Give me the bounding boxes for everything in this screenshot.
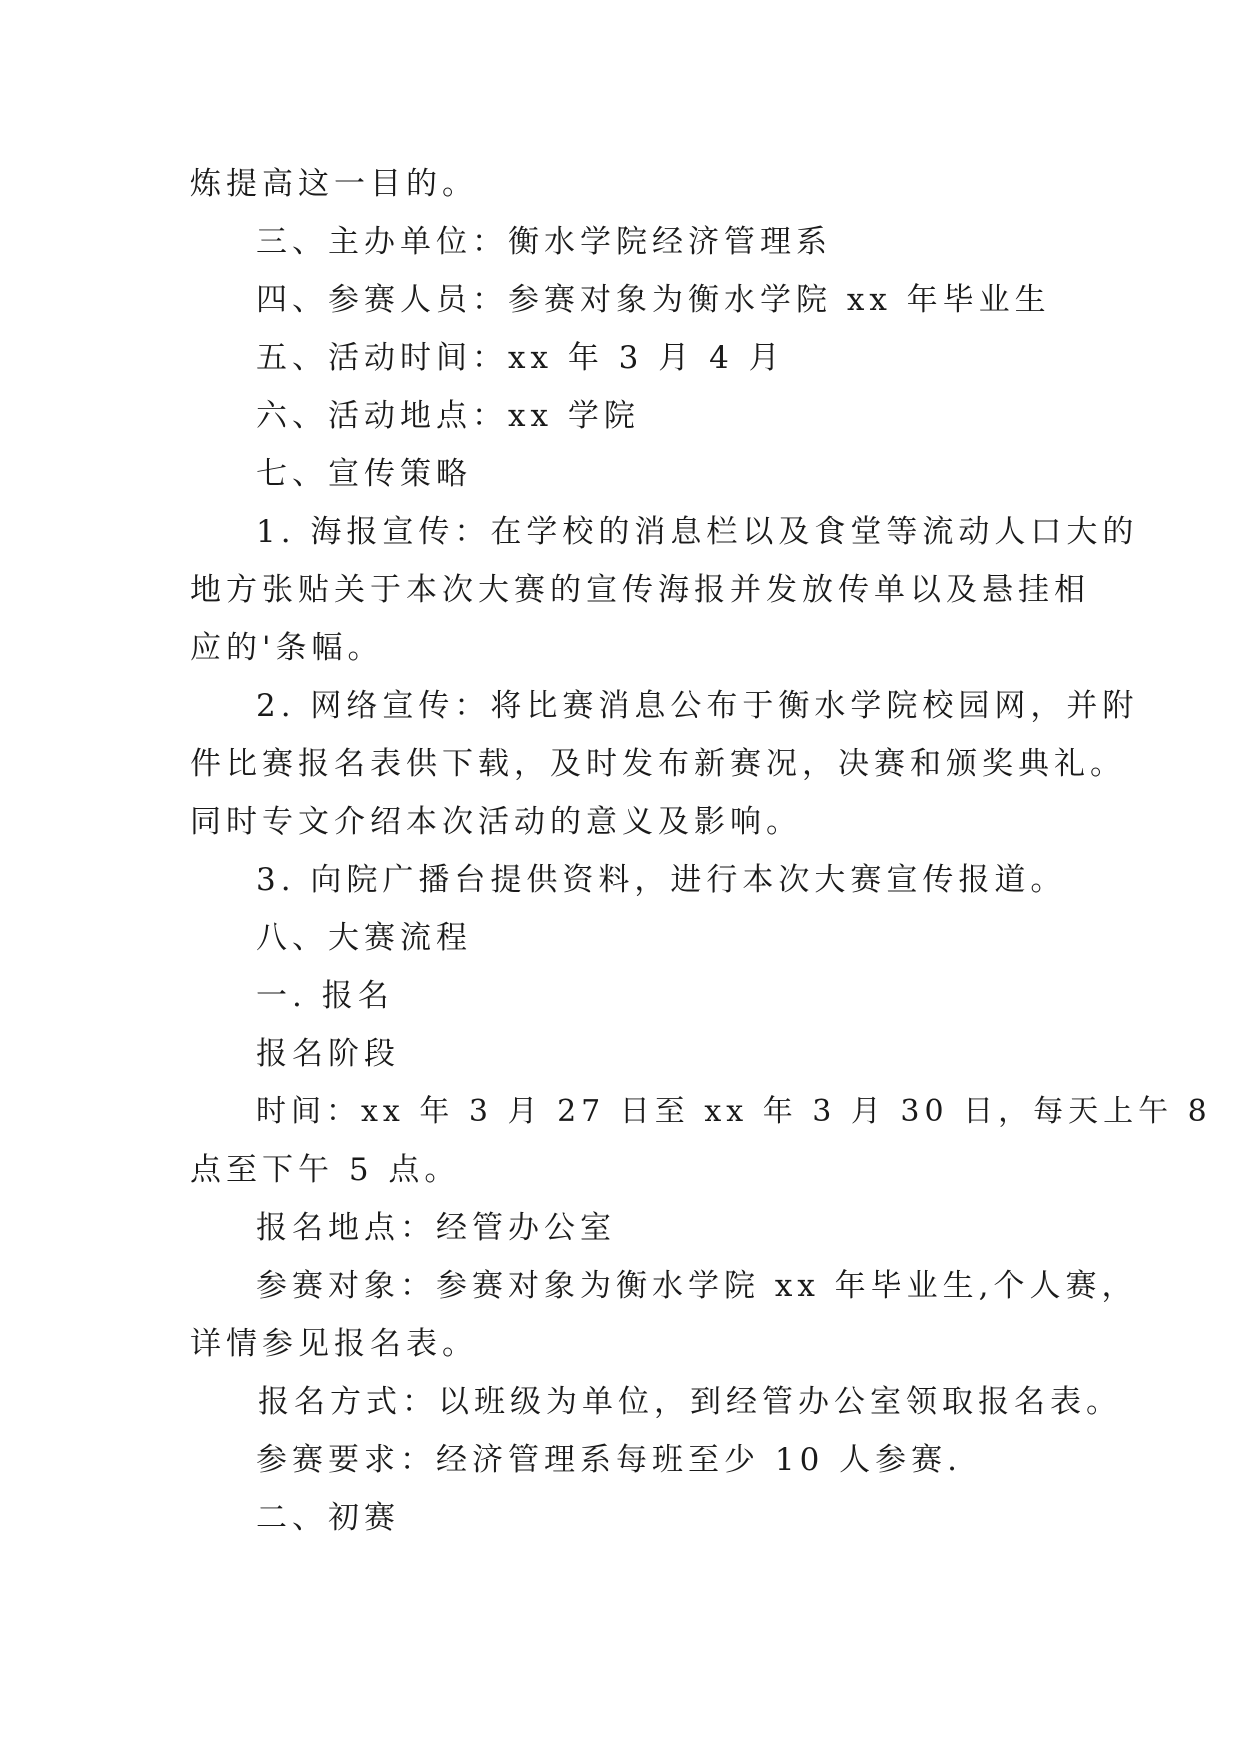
text-line: 五、活动时间：xx 年 3 月 4 月 (256, 340, 785, 376)
text-line: 七、宣传策略 (256, 456, 472, 492)
text-line: 1. 海报宣传：在学校的消息栏以及食堂等流动人口大的 (256, 514, 1139, 550)
text-line: 报名方式：以班级为单位，到经管办公室领取报名表。 (258, 1384, 1122, 1420)
text-line: 二、初赛 (256, 1500, 400, 1536)
text-line: 件比赛报名表供下载，及时发布新赛况，决赛和颁奖典礼。 (190, 746, 1126, 782)
text-line: 四、参赛人员：参赛对象为衡水学院 xx 年毕业生 (256, 282, 1051, 318)
text-line: 六、活动地点：xx 学院 (256, 398, 640, 434)
text-line: 时间：xx 年 3 月 27 日至 xx 年 3 月 30 日，每天上午 8 (256, 1094, 1212, 1129)
text-line: 地方张贴关于本次大赛的宣传海报并发放传单以及悬挂相 (190, 572, 1090, 608)
text-line: 2. 网络宣传：将比赛消息公布于衡水学院校园网，并附 (256, 688, 1139, 724)
text-line: 详情参见报名表。 (190, 1326, 478, 1362)
text-line: 报名阶段 (256, 1036, 400, 1072)
text-line: 点至下午 5 点。 (190, 1152, 461, 1188)
text-line: 参赛对象：参赛对象为衡水学院 xx 年毕业生,个人赛， (256, 1268, 1138, 1304)
text-line: 炼提高这一目的。 (190, 166, 478, 202)
text-line: 同时专文介绍本次活动的意义及影响。 (190, 804, 802, 840)
text-line: 八、大赛流程 (256, 920, 472, 956)
text-line: 应的'条幅。 (190, 630, 384, 666)
text-line: 报名地点：经管办公室 (256, 1210, 616, 1246)
text-line: 参赛要求：经济管理系每班至少 10 人参赛. (256, 1442, 963, 1478)
text-line: 一. 报名 (256, 978, 394, 1014)
text-line: 3. 向院广播台提供资料，进行本次大赛宣传报道。 (256, 862, 1067, 898)
text-line: 三、主办单位：衡水学院经济管理系 (256, 224, 832, 260)
